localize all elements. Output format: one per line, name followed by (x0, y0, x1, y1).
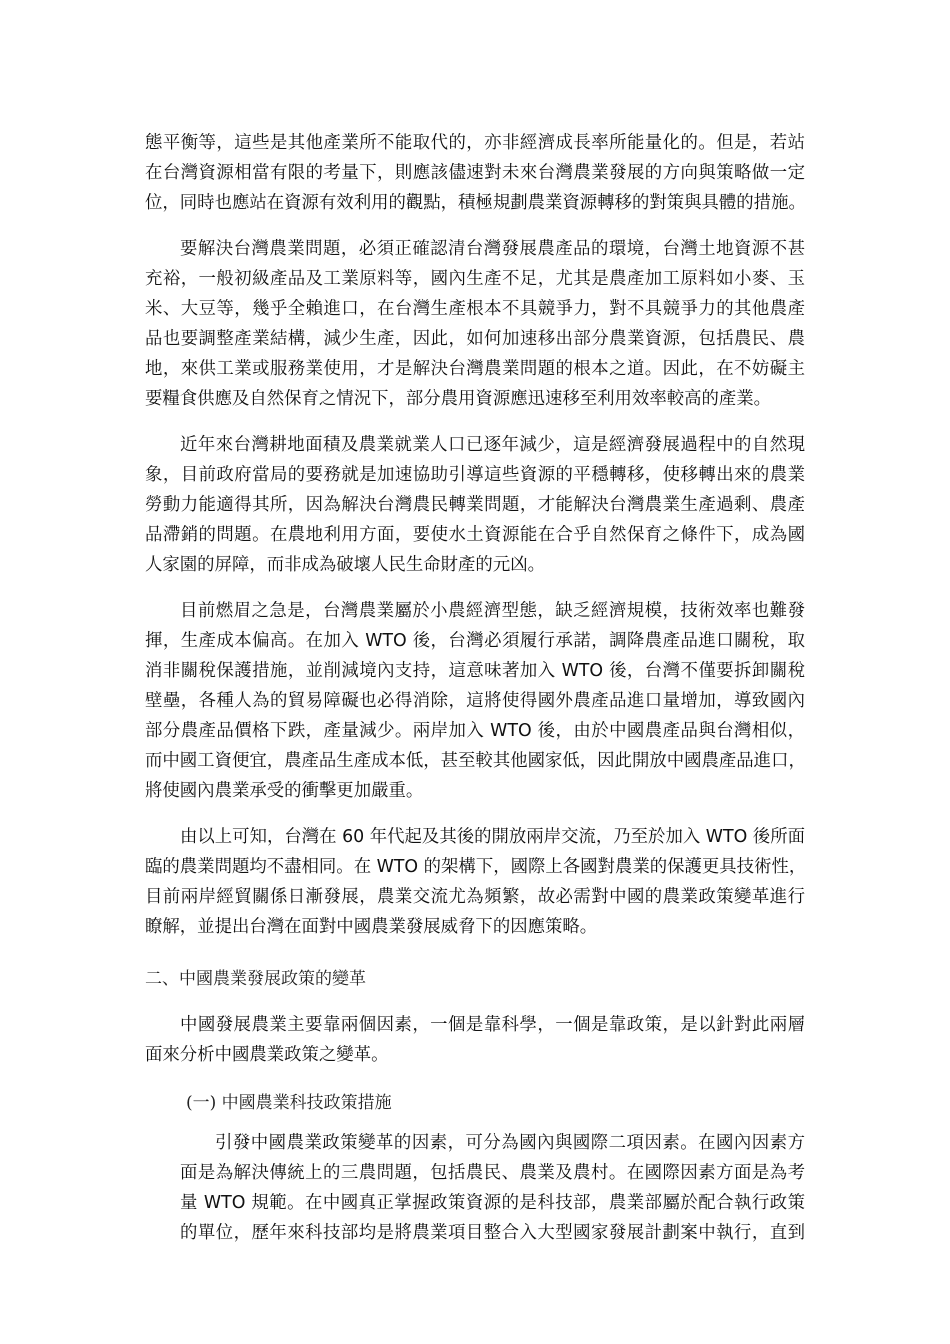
paragraph-line: 地，來供工業或服務業使用，才是解決台灣農業問題的根本之道。因此，在不妨礙主 (145, 359, 805, 379)
paragraph-line: 而中國工資便宜，農產品生產成本低，甚至較其他國家低，因此開放中國農產品進口， (145, 751, 806, 771)
paragraph-line: 部分農產品價格下跌，產量減少。兩岸加入 WTO 後，由於中國農產品與台灣相似， (145, 721, 805, 741)
paragraph-line: 態平衡等，這些是其他產業所不能取代的，亦非經濟成長率所能量化的。但是，若站 (145, 133, 805, 153)
paragraph-line: 消非關稅保護措施，並削減境內支持，這意味著加入 WTO 後，台灣不僅要拆卸關稅 (145, 661, 805, 681)
paragraph-line: 由以上可知，台灣在 60 年代起及其後的開放兩岸交流，乃至於加入 WTO 後所面 (180, 827, 805, 847)
paragraph-line: 人家園的屏障，而非成為破壞人民生命財產的元凶。 (145, 555, 545, 575)
paragraph-line: 品滯銷的問題。在農地利用方面，要使水土資源能在合乎自然保育之條件下，成為國 (145, 525, 805, 545)
section-heading: 二、中國農業發展政策的變革 (145, 969, 366, 989)
paragraph-line: 目前兩岸經貿關係日漸發展，農業交流尤為頻繁，故必需對中國的農業政策變革進行 (145, 887, 805, 907)
paragraph-line: 勞動力能適得其所，因為解決台灣農民轉業問題，才能解決台灣農業生產過剩、農產 (145, 495, 805, 515)
paragraph-line: 的單位，歷年來科技部均是將農業項目整合入大型國家發展計劃案中執行，直到 (180, 1223, 805, 1243)
paragraph-line: 在台灣資源相當有限的考量下，則應該儘速對未來台灣農業發展的方向與策略做一定 (145, 163, 805, 183)
paragraph-line: 揮，生產成本偏高。在加入 WTO 後，台灣必須履行承諾，調降農產品進口關稅，取 (145, 631, 805, 651)
paragraph-line: 要解決台灣農業問題，必須正確認清台灣發展農產品的環境，台灣土地資源不甚 (180, 239, 805, 259)
paragraph-line: 目前燃眉之急是，台灣農業屬於小農經濟型態，缺乏經濟規模，技術效率也難發 (180, 601, 805, 621)
paragraph-line: 近年來台灣耕地面積及農業就業人口已逐年減少，這是經濟發展過程中的自然現 (180, 435, 805, 455)
paragraph-line: 面是為解決傳統上的三農問題，包括農民、農業及農村。在國際因素方面是為考 (180, 1163, 805, 1183)
paragraph-line: 將使國內農業承受的衝擊更加嚴重。 (145, 781, 424, 801)
paragraph-line: 臨的農業問題均不盡相同。在 WTO 的架構下，國際上各國對農業的保護更具技術性， (145, 857, 807, 877)
paragraph-line: 量 WTO 規範。在中國真正掌握政策資源的是科技部，農業部屬於配合執行政策 (180, 1193, 805, 1213)
paragraph-line: 引發中國農業政策變革的因素，可分為國內與國際二項因素。在國內因素方 (215, 1133, 805, 1153)
paragraph-line: 要糧食供應及自然保育之情況下，部分農用資源應迅速移至利用效率較高的產業。 (145, 389, 772, 409)
paragraph-line: 瞭解，並提出台灣在面對中國農業發展威脅下的因應策略。 (145, 917, 598, 937)
paragraph-line: 中國發展農業主要靠兩個因素，一個是靠科學，一個是靠政策，是以針對此兩層 (180, 1015, 805, 1035)
subsection-heading: (一) 中國農業科技政策措施 (186, 1093, 392, 1113)
paragraph-line: 米、大豆等，幾乎全賴進口，在台灣生產根本不具競爭力，對不具競爭力的其他農產 (145, 299, 805, 319)
paragraph-line: 充裕，一般初級產品及工業原料等，國內生產不足，尤其是農產加工原料如小麥、玉 (145, 269, 805, 289)
paragraph-line: 面來分析中國農業政策之變革。 (145, 1045, 389, 1065)
paragraph-line: 位，同時也應站在資源有效利用的觀點，積極規劃農業資源轉移的對策與具體的措施。 (145, 193, 806, 213)
paragraph-line: 象，目前政府當局的要務就是加速協助引導這些資源的平穩轉移，使移轉出來的農業 (145, 465, 805, 485)
paragraph-line: 壁壘，各種人為的貿易障礙也必得消除，這將使得國外農產品進口量增加，導致國內 (145, 691, 805, 711)
paragraph-line: 品也要調整產業結構，減少生產，因此，如何加速移出部分農業資源，包括農民、農 (145, 329, 805, 349)
